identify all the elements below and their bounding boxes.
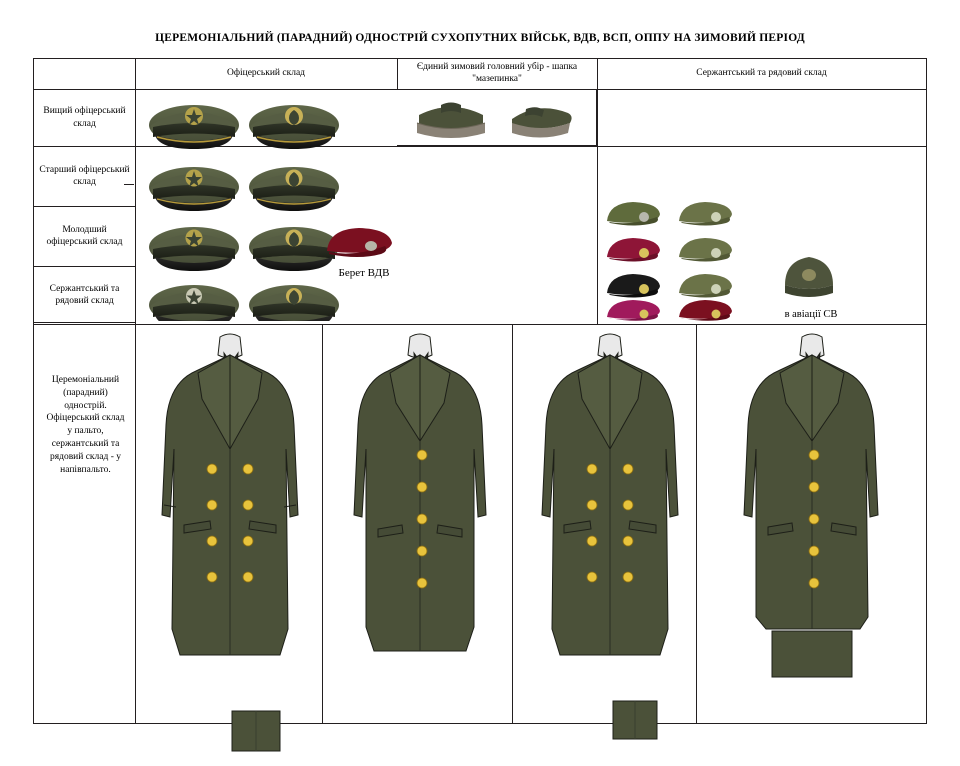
aviation-label: в авіації СВ [784, 309, 838, 320]
bottom-rule-2 [322, 324, 323, 724]
uniform-chart [33, 58, 927, 724]
aviation-sidecap-icon [779, 251, 839, 303]
officer-caps-group [139, 91, 389, 321]
page-title: ЦЕРЕМОНІАЛЬНИЙ (ПАРАДНИЙ) ОДНОСТРІЙ СУХОПУТНИХ ВІЙСЬК, ВДВ, ВСП, ОППУ НА ЗИМОВИЙ ПЕРІОД [155, 32, 805, 44]
winter-hat-side-icon [506, 95, 576, 143]
coat-officer-single-breasted [334, 329, 506, 721]
trousers-swatch-2 [611, 699, 659, 741]
beret-vdv-label: Берет ВДВ [338, 267, 390, 279]
row-label-sergeants: Сержантський та рядовий склад [49, 283, 120, 306]
row-label-field-officers: Старший офіцерський склад [39, 164, 130, 187]
bottom-rule-4 [696, 324, 697, 724]
bottom-description: Церемоніальний (парадний) одностpій. Офіцерський склад у пальто, сержантський та рядовий склад - у напівпальто. [46, 375, 125, 475]
beret-vdv-icon [323, 221, 395, 269]
header-winter-hat: Єдиний зимовий головний убір - шапка "мазепинка" [416, 62, 578, 84]
header-corner [34, 59, 135, 89]
coat-sergeant-half [722, 329, 902, 721]
trousers-swatch-1 [230, 709, 282, 753]
row-label-senior-officers: Вищий офіцерський склад [43, 106, 126, 129]
coat-officer-double-breasted-1 [144, 329, 316, 721]
col1-rule [135, 59, 136, 324]
coat-officer-double-breasted-2 [524, 329, 696, 721]
tick-mark [124, 184, 134, 185]
row-label-junior-officers: Молодший офіцерський склад [46, 224, 123, 247]
col3-rule [597, 59, 598, 324]
bottom-rule-3 [512, 324, 513, 724]
header-officers: Офіцерський склад [226, 68, 306, 79]
section-divider [34, 324, 926, 325]
bottom-rule-1 [135, 324, 136, 724]
header-sergeants: Сержантський та рядовий склад [696, 68, 827, 79]
berets-group [604, 199, 804, 321]
winter-hat-front-icon [411, 95, 491, 143]
